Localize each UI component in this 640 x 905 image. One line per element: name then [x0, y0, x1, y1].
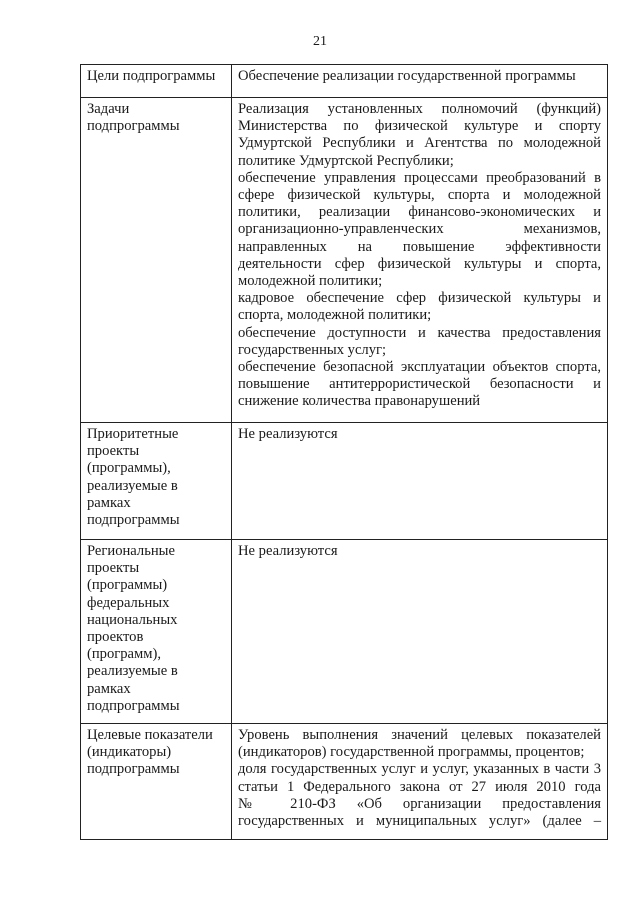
table-row-regional-projects: [81, 540, 608, 724]
label-line: подпрограммы: [87, 761, 180, 778]
label-line: проекты: [87, 443, 140, 460]
content-line: статьи 1 Федерального закона от 27 июля 2010 года: [238, 778, 601, 795]
content-line: кадровое обеспечение сфер физической культуры и: [238, 290, 601, 307]
content-line: деятельности сфер физической культуры и спорта,: [238, 255, 601, 272]
row-label-tasks: [81, 98, 232, 423]
label-line: проектов: [87, 629, 144, 646]
content-line: государственных услуг;: [238, 341, 387, 358]
content-line: спорта, молодежной политики;: [238, 307, 432, 324]
row-content-tasks: [232, 98, 608, 423]
label-line: (программ),: [87, 646, 162, 663]
table-row-goals: [81, 65, 608, 98]
content-line: обеспечение управления процессами преобразований в: [238, 169, 601, 186]
content-line: Не реализуются: [238, 543, 338, 559]
content-line: молодежной политики;: [238, 273, 383, 290]
row-label-priority-projects: [81, 423, 232, 540]
content-line: доля государственных услуг и услуг, указанных в части 3: [238, 761, 601, 778]
label-line: (программы): [87, 577, 168, 594]
row-label-regional-projects: [81, 540, 232, 724]
row-label-goals: [81, 65, 232, 98]
table-row-target-indicators: [81, 724, 608, 840]
row-label-target-indicators: [81, 724, 232, 840]
label-line: Приоритетные: [87, 426, 179, 442]
content-line: Реализация установленных полномочий (функций): [238, 101, 601, 117]
page-number: 21: [313, 34, 327, 49]
label-line: Задачи: [87, 101, 130, 117]
content-line: направленных на повышение эффективности: [238, 238, 601, 255]
content-line: государственных и муниципальных услуг» (далее –: [238, 813, 601, 830]
content-line: (индикаторов) государственной программы, процентов;: [238, 744, 585, 761]
label-line: национальных: [87, 611, 178, 628]
table-row-tasks: [81, 98, 608, 423]
content-line: Уровень выполнения значений целевых показателей: [238, 727, 601, 743]
label-line: подпрограммы: [87, 118, 180, 135]
content-line: сфере физической культуры, спорта и молодежной: [238, 187, 601, 204]
row-content-regional-projects: [232, 540, 608, 724]
label-line: подпрограммы: [87, 697, 180, 714]
content-line: Не реализуются: [238, 426, 338, 442]
content-line: политике Удмуртской Республики;: [238, 152, 454, 169]
content-line: обеспечение безопасной эксплуатации объектов спорта,: [238, 359, 601, 376]
content-line: повышение антитеррористической безопасности и: [238, 376, 601, 393]
row-content-priority-projects: [232, 423, 608, 540]
table-row-priority-projects: [81, 423, 608, 540]
row-content-goals: [232, 65, 608, 98]
label-line: проекты: [87, 560, 140, 577]
label-line: (программы),: [87, 460, 171, 477]
label-line: реализуемые в: [87, 663, 178, 680]
label-line: рамках: [87, 494, 131, 511]
label-line: реализуемые в: [87, 477, 178, 494]
content-line: обеспечение доступности и качества предоставления: [238, 324, 601, 341]
label-line: Цели подпрограммы: [87, 68, 216, 84]
label-line: подпрограммы: [87, 512, 180, 529]
subprogram-passport-table: [80, 64, 608, 840]
label-line: Региональные: [87, 543, 175, 559]
row-content-target-indicators: [232, 724, 608, 840]
label-line: федеральных: [87, 594, 170, 611]
content-line: Обеспечение реализации государственной программы: [238, 68, 576, 84]
content-line: организационно-управленческих механизмов,: [238, 221, 601, 238]
content-line: № 210-ФЗ «Об организации предоставления: [238, 795, 601, 812]
label-line: Целевые показатели: [87, 727, 213, 743]
content-line: Удмуртской Республики и Агентства по молодежной: [238, 135, 601, 152]
content-line: Министерства по физической культуре и спорту: [238, 118, 601, 135]
content-line: снижение количества правонарушений: [238, 393, 481, 410]
content-line: политики, реализации финансово-экономических и: [238, 204, 601, 221]
label-line: (индикаторы): [87, 744, 172, 761]
label-line: рамках: [87, 680, 131, 697]
